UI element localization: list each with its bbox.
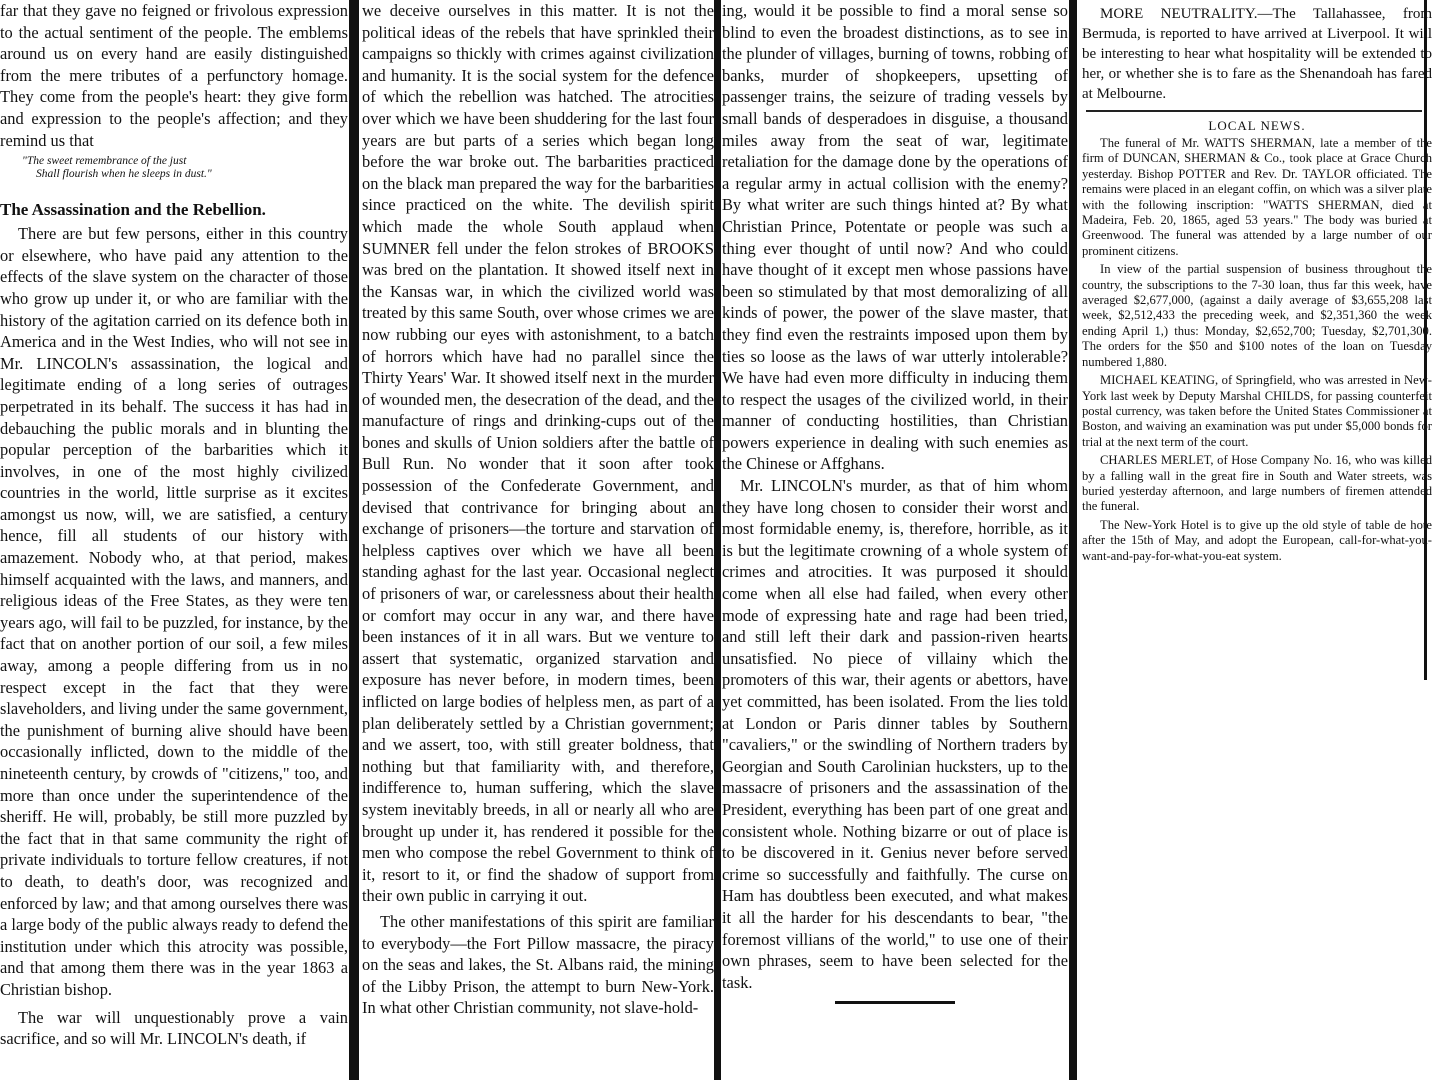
local-news-heading: LOCAL NEWS. (1208, 118, 1306, 133)
paragraph-col1-1: far that they gave no feigned or frivolous expression to the actual sentiment of the people. The emblems around us on every hand are easily distinguished from the mere tributes of a perfunctory homage. They come from the people's heart: they give form and expression to the people's affection; and they remind us that (0, 1, 348, 150)
news-item-3: MICHAEL KEATING, of Springfield, who was arrested in New-York last week by Deputy Marshal CHILDS, for passing counterfeit postal currency, was taken before the United States Commissioner at Boston, and waiving an examination was put under $5,000 bonds for trial at the next term of the court. (1082, 373, 1432, 449)
quote-line-2: Shall flourish when he sleeps in dust." (36, 168, 212, 181)
news-item-1: The funeral of Mr. WATTS SHERMAN, late a member of the firm of DUNCAN, SHERMAN & Co., took place at Grace Church yesterday. Bishop POTTER and Rev. Dr. TAYLOR officiated. The remains were placed in an elegant coffin, on which was a silver plate with the following inscription: "WATTS SHERMAN, died at Madeira, Feb. 20, 1865, aged 53 years." The body was buried at Greenwood. The funeral was attended by a large number of our prominent citizens. (1082, 136, 1432, 258)
paragraph-col1-2: There are but few persons, either in this country or elsewhere, who have paid any attention to the effects of the slave system on the character of those who grow up under it, or who are familiar with the history of the agitation carried on its defence both in America and in the West Indies, who will not see in Mr. LINCOLN's assassination, the logical and legitimate ending of a long series of outrages perpetrated in its behalf. The success it has had in debauching the public morals and in blunting the popular perception of the barbarities which it involves, in one of the most highly civilized countries in the world, little surprise as it excites amongst us now, will, we are satisfied, a century hence, fill all students of our history with amazement. Nobody who, at that period, makes himself acquainted with the laws, and manners, and religious ideas of the Free States, as they were ten years ago, will fail to be puzzled, for instance, by the fact that on another portion of our soil, a few miles away, among a people differing from us in no respect except in the fact that they were slaveholders, and living under the same government, the punishment of burning alive should have been occasionally inflicted, down to the middle of the nineteenth century, by crowds of "citizens," too, and more than once under the superintendence of the sheriff. He will, probably, be still more puzzled by the fact that in that same community the right of private individuals to torture fellow creatures, if not to death, to death's door, was recognized and enforced by law; and that among ourselves there was a large body of the public always ready to defend the institution under which this atrocity was possible, and that among them there was in the year 1863 a Christian bishop. (0, 224, 348, 999)
article-heading: The Assassination and the Rebellion. (0, 200, 266, 220)
column-1 (0, 0, 348, 1050)
section-separator (835, 1001, 955, 1004)
news-item-5: The New-York Hotel is to give up the old style of table de hote after the 15th of May, and adopt the European, call-for-what-you-want-and-pay-for-what-you-eat system. (1082, 517, 1432, 563)
paragraph-col3-1: ing, would it be possible to find a moral sense so blind to even the broadest distinctions, as to see in the plunder of villages, burning of towns, robbing of banks, murder of shopkeepers, upsetting of passenger trains, the seizure of trading vessels by small bands of desperadoes in disguise, a thousand miles away from the seat of war, legitimate retaliation for the damage done by the operations of a regular army in actual collision with the enemy? By what writer are such things hinted at? By what Christian Prince, Potentate or people was such a thing ever thought of until now? And who could have thought of it except men whose passions have been so stimulated by that most demoralizing of all kinds of power, the power of the slave master, that they find even the restraints imposed upon them by ties so loose as the laws of war utterly intolerable? We have had even more difficulty in inducing them to respect the usages of the civilized world, in their manner of conducting hostilities, than Christian powers experience in dealing with such enemies as the Chinese or Affghans. (722, 1, 1068, 474)
column-2 (362, 0, 714, 1019)
column-rule-3 (1069, 0, 1077, 1080)
paragraph-col1-3: The war will unquestionably prove a vain sacrifice, and so will Mr. LINCOLN's death, if (0, 1007, 348, 1049)
column-rule-2 (714, 0, 721, 1080)
neutrality-item: MORE NEUTRALITY.—The Tallahassee, from Bermuda, is reported to have arrived at Liverpool. It will be interesting to hear what hospitality will be extended to her, or whether she is to fare as the Shenandoah has fared at Melbourne. (1082, 6, 1432, 102)
column-4 (1082, 0, 1432, 564)
paragraph-col3-2: Mr. LINCOLN's murder, as that of him whom they have long chosen to consider their worst and most formidable enemy, is, therefore, horrible, as it is but the legitimate crowning of a whole system of crimes and atrocities. It was purposed it should come when all else had failed, when every other mode of expressing hate and rage had been tried, and still left their dark and passion-riven hearts unsatisfied. No piece of villainy which the promoters of this war, their agents or abettors, have yet committed, has been isolated. From the lies told at London or Paris dinner tables by Southern "cavaliers," or the swindling of Northern traders by Georgian and South Carolinian hucksters, up to the massacre of prisoners and the assassination of the President, everything has been part of one great and consistent whole. Nothing bizarre or out of place is to be discovered in it. Genius never before served crime so successfully and faithfully. The curse on Ham has doubtless been executed, and what makes it all the harder for his descendants to bear, "the foremost villians of the world," to use one of their own phrases, seem to have been selected for the task. (722, 476, 1068, 992)
local-news-rule (1086, 110, 1422, 112)
news-item-2: In view of the partial suspension of business throughout the country, the subscriptions to the 7-30 loan, thus far this week, have averaged $2,677,000, (against a daily average of $3,655,208 last week, $2,512,433 the preceding week, and $2,351,360 the week ending April 1,) thus: Monday, $2,652,700; Tuesday, $2,701,300. The orders for the $50 and $100 notes of the loan on Tuesday numbered 1,880. (1082, 262, 1432, 369)
paragraph-col2-1: we deceive ourselves in this matter. It is not the political ideas of the rebels that have sprinkled their campaigns so thickly with crimes against civilization and humanity. It is the social system for the defence of which the rebellion was hatched. The atrocities over which we have been shuddering for the last four years are but parts of a series which began long before the war broke out. The barbarities practiced on the black man prepared the way for the barbarities since practiced on the white. The devilish spirit which made the whole South applaud when SUMNER fell under the felon strokes of BROOKS was bred on the plantation. It showed itself next in the Kansas war, in which the civilized world was treated by this same South, over whose crimes we are now rubbing our eyes with astonishment, to a batch of horrors which have had no parallel since the Thirty Years' War. It showed itself next in the murder of wounded men, the desecration of the dead, and the manufacture of rings and drinking-cups out of the bones and skulls of Union soldiers after the battle of Bull Run. No wonder that it soon after took possession of the Confederate Government, and devised that contrivance for bringing about an exchange of prisoners—the torture and starvation of helpless captives over which we have all been standing aghast for the last year. Occasional neglect of prisoners of war, or carelessness about their health or comfort may occur in any war, and there have been instances of it in all wars. But we venture to assert that systematic, organized starvation and exposure has never before, in modern times, been inflicted on large bodies of helpless men, as part of a plan deliberately settled by a Christian government; and we assert, too, with still greater boldness, that nothing but that familiarity with, and therefore, indifference to, human suffering, which the slave system inevitably breeds, in all or nearly all who are brought up under it, has rendered it possible for the men who compose the rebel Government to think of it, resort to it, or find the shadow of support from their own public in carrying it out. (362, 1, 714, 906)
column-rule-1 (349, 0, 359, 1080)
quote-line-1: "The sweet remembrance of the just (22, 155, 187, 168)
news-item-4: CHARLES MERLET, of Hose Company No. 16, who was killed by a falling wall in the great fire in South and Water streets, was buried yesterday afternoon, and large numbers of firemen attended the funeral. (1082, 453, 1432, 514)
column-3 (722, 0, 1068, 1004)
paragraph-col2-2: The other manifestations of this spirit are familiar to everybody—the Fort Pillow massacre, the piracy on the seas and lakes, the St. Albans raid, the mining of the Libby Prison, the attempt to burn New-York. In what other Christian community, not slave-hold- (362, 911, 714, 1018)
